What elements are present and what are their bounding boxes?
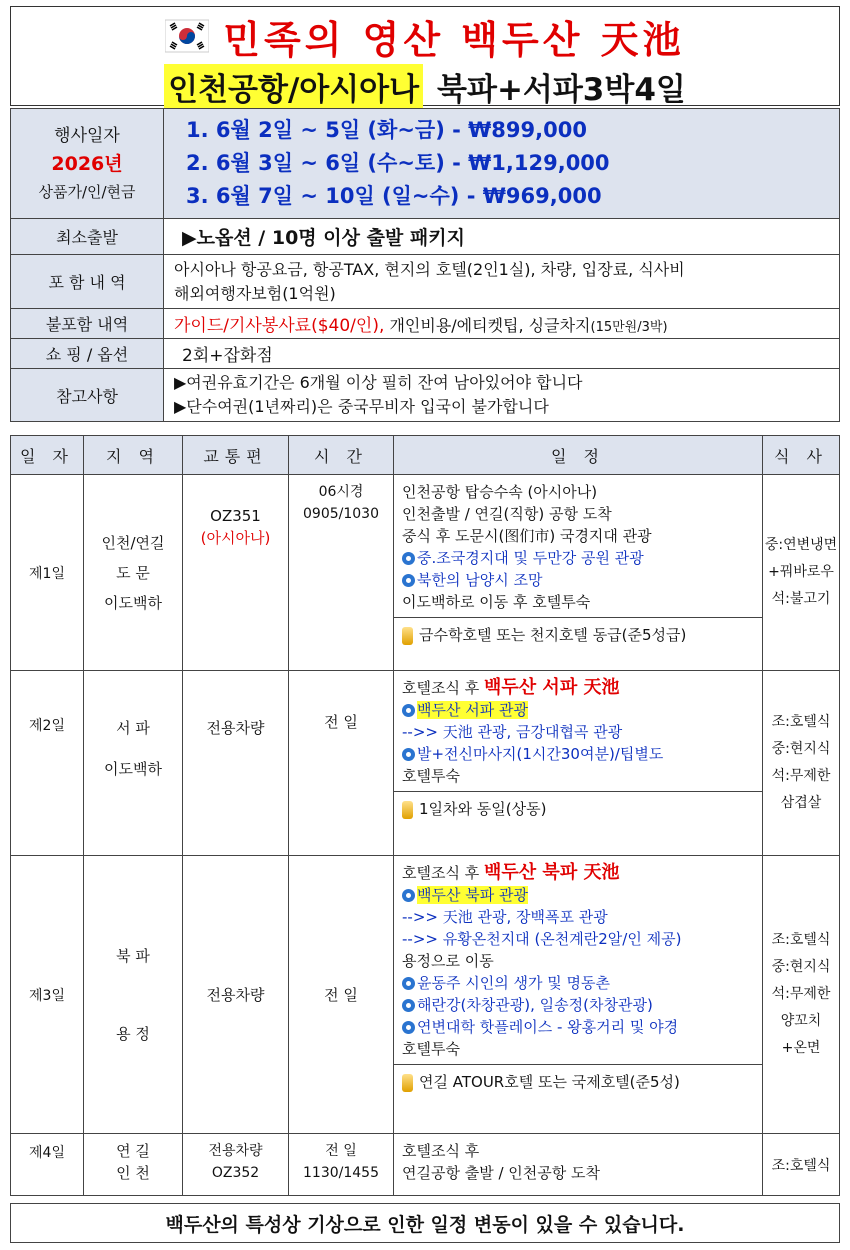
- itinerary-line: 인천출발 / 연길(직항) 공항 도착: [402, 505, 612, 523]
- col-header-itinerary: 일 정: [394, 436, 763, 475]
- min-value: ▶노옵션 / 10명 이상 출발 패키지: [164, 219, 840, 255]
- time-cell: [289, 475, 394, 671]
- itinerary-line: 용정으로 이동: [402, 952, 494, 970]
- meal-line: 조:호텔식: [771, 714, 831, 730]
- time-cell: 전 일: [289, 671, 394, 856]
- excl-label: 불포함 내역: [11, 309, 164, 339]
- pin-text: 북한의 남양시 조망: [417, 571, 543, 589]
- location-pin-icon: [402, 1021, 415, 1034]
- incl-label: 포 함 내 역: [11, 255, 164, 309]
- meals-cell: [763, 475, 840, 671]
- location-pin-icon: [402, 704, 415, 717]
- region-line: 도 문: [116, 563, 150, 582]
- time-line: 1130/1455: [303, 1165, 379, 1181]
- hotel-text: 연길 ATOUR호텔 또는 국제호텔(준5성): [419, 1073, 680, 1091]
- meal-line: 중:연변냉면: [764, 537, 838, 553]
- time-line: 전 일: [325, 1143, 357, 1159]
- location-pin-icon: [402, 748, 415, 761]
- transport-cell: 전용차량: [183, 856, 289, 1134]
- incl-line: 아시아나 항공요금, 항공TAX, 현지의 호텔(2인1실), 차량, 입장료, 식사비: [174, 259, 685, 279]
- location-pin-icon: [402, 999, 415, 1012]
- date-list: [164, 109, 840, 219]
- pin-text: 발+전신마사지(1시간30여분)/팁별도: [417, 745, 664, 763]
- time-line: 06시경: [318, 484, 364, 500]
- itinerary-line: 호텔투숙: [402, 767, 460, 785]
- region-line: 이도백하: [104, 593, 162, 612]
- col-header-time: 시 간: [289, 436, 394, 475]
- airline-name: (아시아나): [200, 529, 271, 547]
- subtitle-highlight: 인천공항/아시아나: [164, 64, 423, 109]
- itinerary-line: [402, 1016, 754, 1038]
- location-pin-icon: [402, 889, 415, 902]
- hotel-line: [394, 617, 762, 651]
- hotel-line: [394, 1064, 762, 1098]
- hotel-icon: [402, 1074, 413, 1092]
- location-pin-icon: [402, 552, 415, 565]
- excl-red: 가이드/기사봉사료($40/인),: [174, 316, 385, 336]
- location-pin-icon: [402, 574, 415, 587]
- meals-cell: [763, 856, 840, 1134]
- col-header-transport: 교통편: [183, 436, 289, 475]
- subtitle-text: 북파+서파3박4일: [437, 71, 686, 108]
- shop-value: 2회+잡화점: [164, 339, 840, 369]
- region-cell: [84, 856, 183, 1134]
- col-header-region: 지 역: [84, 436, 183, 475]
- itinerary-line: 중식 후 도문시(图们市) 국경지대 관광: [402, 527, 652, 545]
- info-table: [10, 108, 840, 422]
- shop-label: 쇼 핑 / 옵션: [11, 339, 164, 369]
- lead-text: 호텔조식 후: [402, 679, 480, 697]
- meal-line: 석:무제한: [771, 986, 831, 1002]
- region-line: 연 길: [116, 1142, 150, 1160]
- itinerary-line: [402, 862, 754, 884]
- lead-text: 호텔조식 후: [402, 864, 480, 882]
- itinerary-cell: [394, 475, 763, 671]
- itinerary-line: -->> 유황온천지대 (온천계란2알/인 제공): [402, 930, 682, 948]
- flight-number: OZ351: [210, 507, 261, 525]
- korea-flag-icon: [165, 14, 209, 58]
- transport-cell: [183, 1134, 289, 1196]
- itinerary-cell: [394, 671, 763, 856]
- hotel-icon: [402, 801, 413, 819]
- itinerary-line: 호텔조식 후: [402, 1142, 480, 1160]
- title-box: [10, 6, 840, 106]
- meal-line: 삼겹살: [780, 795, 822, 811]
- lead-highlight: 백두산 북파 天池: [484, 862, 620, 883]
- region-line: 인 천: [116, 1164, 150, 1182]
- time-cell: 전 일: [289, 856, 394, 1134]
- schedule-table: [10, 435, 840, 1196]
- itinerary-line: [402, 699, 754, 721]
- excl-cell: [164, 309, 840, 339]
- hotel-text: 1일차와 동일(상동): [419, 800, 547, 818]
- hotel-line: [394, 791, 762, 825]
- itinerary-line: 인천공항 탑승수속 (아시아나): [402, 483, 598, 501]
- itinerary-cell: [394, 856, 763, 1134]
- itinerary-line: -->> 天池 관광, 장백폭포 관광: [402, 908, 608, 926]
- pin-text: 연변대학 핫플레이스 - 왕홍거리 및 야경: [417, 1018, 679, 1036]
- transport-cell: [183, 475, 289, 671]
- itinerary-line: [402, 677, 754, 699]
- col-header-meals: 식 사: [763, 436, 840, 475]
- pin-text: 중.조국경지대 및 두만강 공원 관광: [417, 549, 644, 567]
- price-label: 상품가/인/현금: [38, 182, 136, 201]
- table-row-day4: [11, 1134, 840, 1196]
- region-cell: [84, 1134, 183, 1196]
- region-cell: [84, 671, 183, 856]
- region-line: 인천/연길: [101, 533, 165, 552]
- excl-rest: 개인비용/에티켓팁, 싱글차지: [389, 316, 591, 335]
- meal-line: 양꼬치: [780, 1013, 822, 1029]
- pin-text: 해란강(차창관광), 일송정(차창관광): [417, 996, 653, 1014]
- meal-line: 석:무제한: [771, 768, 831, 784]
- itinerary-line: [402, 569, 754, 591]
- table-row-day2: [11, 671, 840, 856]
- incl-cell: [164, 255, 840, 309]
- hotel-text: 금수학호텔 또는 천지호텔 동급(준5성급): [419, 626, 687, 644]
- hotel-icon: [402, 627, 413, 645]
- note-label: 참고사항: [11, 369, 164, 422]
- location-pin-icon: [402, 977, 415, 990]
- incl-line: 해외여행자보험(1억원): [174, 283, 336, 303]
- region-line: 서 파: [116, 719, 150, 737]
- itinerary-line: -->> 天池 관광, 금강대협곡 관광: [402, 723, 623, 741]
- pin-text: 백두산 북파 관광: [417, 886, 528, 904]
- title-row: [11, 11, 839, 61]
- region-line: 용 정: [116, 1024, 150, 1043]
- itinerary-line: 이도백하로 이동 후 호텔투숙: [402, 593, 591, 611]
- meal-line: +온면: [781, 1040, 821, 1056]
- subtitle-row: [11, 65, 839, 107]
- date-option: 2. 6월 3일 ~ 6일 (수~토) - ₩1,129,000: [186, 151, 610, 175]
- day-cell: 제2일: [11, 671, 84, 856]
- date-label-cell: [11, 109, 164, 219]
- excl-small: (15만원/3박): [590, 320, 668, 335]
- date-option: 3. 6월 7일 ~ 10일 (일~수) - ₩969,000: [186, 184, 602, 208]
- meal-line: 석:불고기: [771, 591, 831, 607]
- region-line: 북 파: [116, 946, 150, 965]
- day-cell: 제3일: [11, 856, 84, 1134]
- itinerary-line: [402, 972, 754, 994]
- region-line: 이도백하: [104, 760, 162, 778]
- day-cell: 제1일: [11, 475, 84, 671]
- meal-line: 중:현지식: [771, 959, 831, 975]
- itinerary-line: [402, 994, 754, 1016]
- date-option: 1. 6월 2일 ~ 5일 (화~금) - ₩899,000: [186, 118, 587, 142]
- itinerary-line: 호텔투숙: [402, 1040, 460, 1058]
- day-cell: 제4일: [11, 1134, 84, 1196]
- itinerary-line: [402, 547, 754, 569]
- col-header-day: 일 자: [11, 436, 84, 475]
- table-row-day3: [11, 856, 840, 1134]
- note-line: ▶단수여권(1년짜리)은 중국무비자 입국이 불가합니다: [174, 397, 549, 416]
- itinerary-line: [402, 743, 754, 765]
- year-label: 2026년: [51, 152, 123, 175]
- transport-cell: 전용차량: [183, 671, 289, 856]
- meal-line: 조:호텔식: [771, 932, 831, 948]
- date-label: 행사일자: [54, 125, 120, 146]
- region-cell: [84, 475, 183, 671]
- itinerary-cell: [394, 1134, 763, 1196]
- pin-text: 백두산 서파 관광: [417, 701, 528, 719]
- transport-line: 전용차량: [208, 1143, 263, 1159]
- itinerary-line: [402, 884, 754, 906]
- min-label: 최소출발: [11, 219, 164, 255]
- meal-line: +꿔바로우: [768, 564, 834, 580]
- meals-cell: 조:호텔식: [763, 1134, 840, 1196]
- pin-text: 윤동주 시인의 생가 및 명동촌: [417, 974, 610, 992]
- meals-cell: [763, 671, 840, 856]
- table-row-day1: [11, 475, 840, 671]
- note-line: ▶여권유효기간은 6개월 이상 필히 잔여 남아있어야 합니다: [174, 373, 583, 392]
- footer-notice: 백두산의 특성상 기상으로 인한 일정 변동이 있을 수 있습니다.: [10, 1203, 840, 1243]
- note-cell: [164, 369, 840, 422]
- lead-highlight: 백두산 서파 天池: [484, 677, 620, 698]
- itinerary-line: 연길공항 출발 / 인천공항 도착: [402, 1164, 601, 1182]
- time-line: 0905/1030: [303, 506, 379, 522]
- meal-line: 중:현지식: [771, 741, 831, 757]
- transport-line: OZ352: [211, 1165, 260, 1181]
- time-cell: [289, 1134, 394, 1196]
- page-title: 민족의 영산 백두산 天池: [223, 17, 685, 62]
